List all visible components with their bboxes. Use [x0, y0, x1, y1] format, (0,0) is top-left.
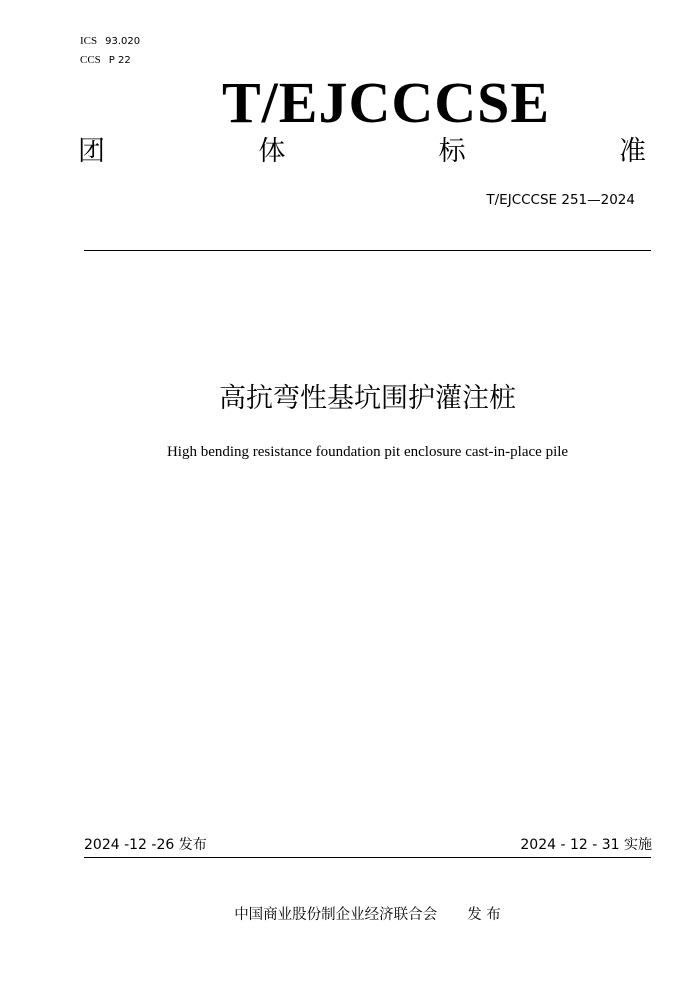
category-char-2: 体: [258, 136, 286, 167]
header-divider: [84, 250, 651, 251]
ics-value: 93.020: [105, 36, 141, 47]
brand-logo-text: T/EJCCCSE: [222, 70, 551, 135]
category-char-4: 准: [618, 136, 646, 167]
category-char-1: 团: [78, 136, 105, 167]
category-char-3: 标: [438, 136, 466, 167]
ics-line: [80, 34, 140, 49]
document-title-chinese: 高抗弯性基坑围护灌注桩: [219, 383, 516, 414]
ics-label: ICS: [80, 35, 98, 47]
footer-divider: [84, 857, 651, 858]
ccs-value: P 22: [108, 55, 131, 66]
publisher-line: [0, 906, 700, 924]
issue-date: 2024 -12 -26 发布: [84, 837, 207, 853]
ccs-label: CCS: [80, 54, 101, 66]
ccs-line: [80, 53, 131, 68]
publisher-name: 中国商业股份制企业经济联合会: [234, 907, 438, 923]
publisher-action: 发 布: [467, 907, 501, 923]
implement-date: 2024 - 12 - 31 实施: [520, 837, 652, 853]
standard-code: T/EJCCCSE 251—2024: [486, 192, 635, 208]
standard-category: [78, 136, 646, 168]
document-title-english: High bending resistance foundation pit enclosure cast-in-place pile: [166, 444, 569, 460]
